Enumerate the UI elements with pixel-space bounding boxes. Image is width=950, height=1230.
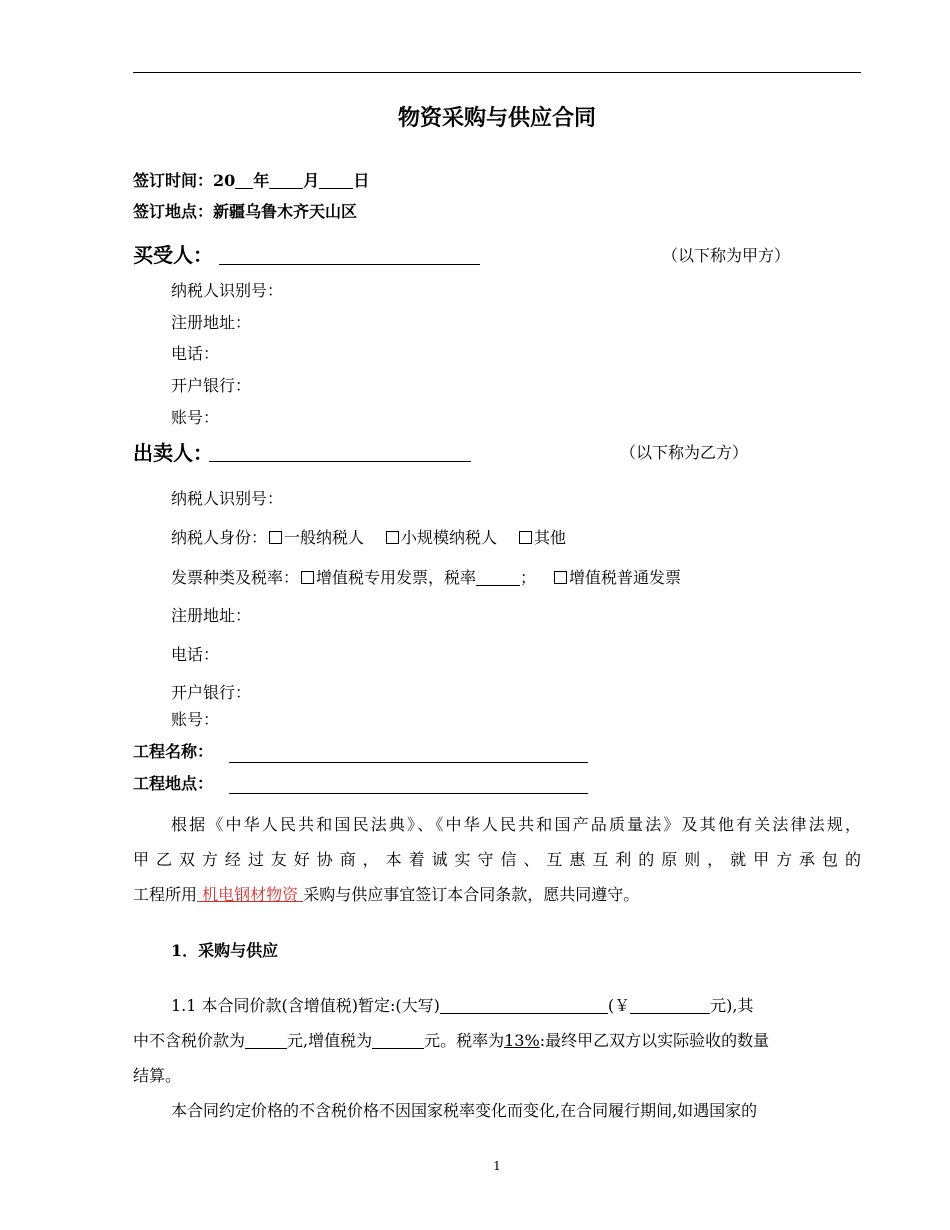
checkbox-special-invoice[interactable] — [301, 571, 314, 584]
section-1-heading: 1．采购与供应 — [171, 941, 279, 960]
identity-general: 一般纳税人 — [284, 528, 365, 547]
intro-line3-suffix: 采购与供应事宜签订本合同条款，愿共同遵守。 — [303, 885, 640, 904]
day-label: 日 — [353, 171, 370, 190]
year-blank — [235, 172, 253, 189]
tax-rate-value: 13% — [504, 1031, 540, 1050]
clause-text-g: :最终甲乙双方以实际验收的数量 — [539, 1031, 770, 1050]
seller-address: 注册地址： — [171, 606, 252, 625]
seller-name-blank — [209, 461, 471, 462]
tax-rate-blank — [476, 569, 520, 586]
sign-time-line — [133, 172, 369, 189]
clause-text-d: 中不含税价款为 — [133, 1031, 246, 1050]
buyer-label: 买受人： — [133, 243, 213, 267]
project-place-blank — [229, 793, 588, 794]
page-number: 1 — [493, 1159, 501, 1173]
buyer-phone: 电话： — [171, 344, 220, 363]
identity-small: 小规模纳税人 — [401, 528, 498, 547]
document-title: 物资采购与供应合同 — [397, 105, 596, 131]
clause-text-a: 1.1 本合同价款(含增值税)暂定:(大写) — [171, 996, 440, 1015]
sign-place-label: 签订地点： — [133, 202, 214, 221]
header-rule — [133, 72, 861, 73]
sign-place-line — [133, 204, 357, 220]
invoice-label: 发票种类及税率： — [171, 568, 300, 587]
identity-other: 其他 — [534, 528, 567, 547]
clause-text-e: 元,增值税为 — [287, 1031, 373, 1050]
intro-line-3 — [133, 887, 639, 903]
buyer-taxpayer-id: 纳税人识别号： — [171, 281, 284, 300]
clause-1-1-para-2-line-1: 本合同约定价格的不含税价格不因国家税率变化而变化,在合同履行期间,如遇国家的 — [171, 1101, 758, 1120]
invoice-normal: 增值税普通发票 — [569, 568, 682, 587]
pretax-blank — [245, 1032, 287, 1049]
buyer-name-blank — [219, 264, 480, 265]
clause-text-b: (￥ — [607, 996, 631, 1015]
seller-label: 出卖人： — [133, 441, 213, 465]
taxpayer-identity-line — [171, 530, 566, 546]
seller-bank: 开户银行： — [171, 683, 252, 702]
vat-blank — [372, 1032, 424, 1049]
buyer-bank: 开户银行： — [171, 376, 252, 395]
sign-time-prefix: 20 — [213, 171, 236, 190]
intro-line-1: 根据《中华人民共和国民法典》、《中华人民共和国产品质量法》及其他有关法律法规， — [171, 815, 861, 834]
checkbox-general[interactable] — [269, 531, 282, 544]
invoice-special: 增值税专用发票，税率 — [316, 568, 477, 587]
sign-place-value: 新疆乌鲁木齐天山区 — [213, 202, 358, 221]
clause-text-c: 元),其 — [710, 996, 754, 1015]
year-label: 年 — [253, 171, 270, 190]
amount-number-blank — [630, 997, 710, 1014]
intro-line3-prefix: 工程所用 — [133, 885, 198, 904]
seller-account: 账号： — [171, 710, 220, 729]
buyer-account: 账号： — [171, 408, 220, 427]
project-name-label: 工程名称： — [133, 742, 214, 761]
month-blank — [269, 172, 303, 189]
invoice-line — [171, 569, 681, 586]
clause-1-1-line-3: 结算。 — [133, 1066, 182, 1085]
seller-alias: （以下称为乙方） — [620, 443, 749, 462]
sign-time-label: 签订时间： — [133, 171, 214, 190]
checkbox-other[interactable] — [519, 531, 532, 544]
amount-words-blank — [440, 997, 608, 1014]
buyer-address: 注册地址： — [171, 313, 252, 332]
project-name-blank — [229, 762, 588, 763]
clause-1-1-line-1 — [171, 997, 754, 1014]
identity-label: 纳税人身份： — [171, 528, 268, 547]
day-blank — [319, 172, 353, 189]
intro-line-2: 甲乙双方经过友好协商，本着诚实守信、互惠互利的原则，就甲方承包的 — [133, 850, 861, 869]
checkbox-small[interactable] — [386, 531, 399, 544]
checkbox-normal-invoice[interactable] — [554, 571, 567, 584]
project-place-label: 工程地点： — [133, 774, 214, 793]
clause-1-1-line-2 — [133, 1032, 769, 1049]
month-label: 月 — [303, 171, 320, 190]
material-type: 机电钢材物资 — [197, 885, 304, 904]
buyer-alias: （以下称为甲方） — [662, 246, 791, 265]
seller-phone: 电话： — [171, 645, 220, 664]
invoice-sep: ； — [520, 568, 537, 587]
clause-text-f: 元。税率为 — [424, 1031, 505, 1050]
seller-taxpayer-id: 纳税人识别号： — [171, 489, 284, 508]
